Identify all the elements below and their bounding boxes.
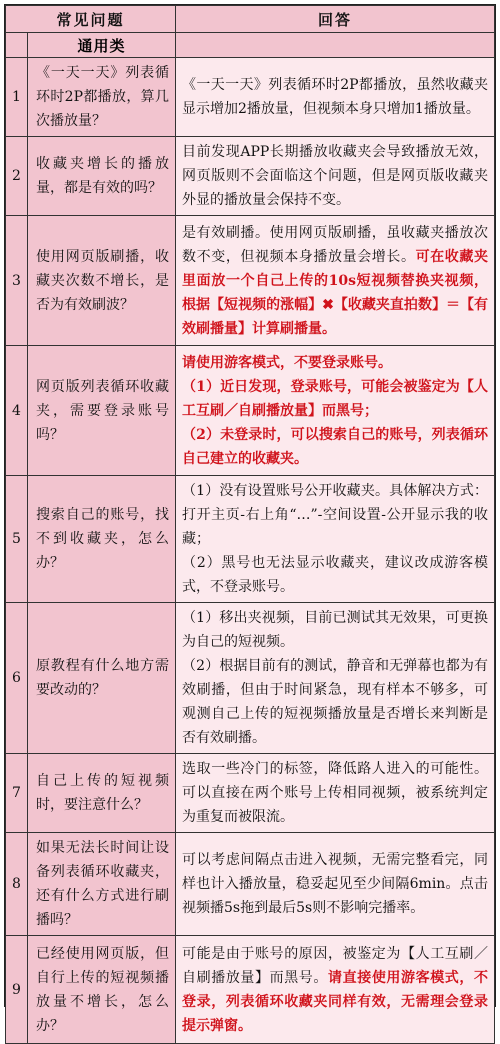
answer-cell [176, 936, 495, 1044]
row-number: 2 [6, 137, 28, 216]
answer-text: （2）黑号也无法显示收藏夹，建议改成游客模式，不登录账号。 [182, 555, 488, 595]
answer-text: （1）移出夹视频，目前已测试其无效果，可更换为自己的短视频。 [182, 610, 488, 650]
question-cell: 自己上传的短视频时，要注意什么？ [28, 754, 176, 833]
table-row [6, 137, 495, 216]
table-row [6, 346, 495, 476]
answer-cell [176, 833, 495, 936]
question-column-header: 常见问题 [6, 6, 176, 33]
row-number: 4 [6, 346, 28, 476]
row-number: 8 [6, 833, 28, 936]
answer-cell [176, 58, 495, 137]
faq-table [5, 5, 495, 1044]
answer-highlight-text: 请直接使用游客模式，不登录，列表循环收藏夹同样有效，无需理会登录提示弹窗。 [182, 969, 489, 1034]
answer-cell [176, 346, 495, 476]
answer-highlight-text: （2）未登录时，可以搜索自己的账号，列表循环自己建立的收藏夹。 [182, 426, 488, 467]
question-cell: 使用网页版刷播，收藏夹次数不增长，是否为有效刷波？ [28, 216, 176, 346]
question-cell: 如果无法长时间让设备列表循环收藏夹，还有什么方式进行刷播吗？ [28, 833, 176, 936]
row-number: 1 [6, 58, 28, 137]
row-number: 6 [6, 603, 28, 754]
answer-cell [176, 754, 495, 833]
question-cell: 搜索自己的账号，找不到收藏夹，怎么办？ [28, 476, 176, 603]
answer-cell [176, 603, 495, 754]
answer-cell [176, 476, 495, 603]
question-cell: 收藏夹增长的播放量，都是有效的吗？ [28, 137, 176, 216]
answer-highlight-text: 可在收藏夹里面放一个自己上传的10s短视频替换夹视频，根据【短视频的涨幅】✖【收藏夹直拍数】＝【有效刷播量】计算刷播量。 [182, 248, 489, 337]
row-number: 3 [6, 216, 28, 346]
table-row [6, 58, 495, 137]
answer-text: 选取一些冷门的标签，降低路人进入的可能性。可以直接在两个账号上传相同视频，被系统判定为重复而被限流。 [182, 761, 488, 825]
answer-text: 是有效刷播。使用网页版刷播，虽收藏夹播放次数不变，但视频本身播放量会增长。 [182, 224, 488, 265]
row-number: 9 [6, 936, 28, 1044]
faq-table-container [4, 4, 496, 1034]
row-number: 5 [6, 476, 28, 603]
table-row [6, 936, 495, 1044]
answer-text: 可能是由于账号的原因，被鉴定为【人工互刷／自刷播放量】而黑号。 [182, 945, 488, 986]
section-label: 通用类 [28, 33, 176, 58]
answer-cell [176, 137, 495, 216]
answer-cell [176, 216, 495, 346]
answer-text: 可以考虑间隔点击进入视频，无需完整看完，同样也计入播放量，稳妥起见至少间隔6min。点击视频播5s拖到最后5s则不影响完播率。 [182, 852, 488, 916]
answer-highlight-text: （1）近日发现，登录账号，可能会被鉴定为【人工互刷／自刷播放量】而黑号； [182, 378, 488, 419]
table-row [6, 603, 495, 754]
answer-highlight-text: 请使用游客模式，不要登录账号。 [182, 354, 393, 371]
question-cell: 原教程有什么地方需要改动的？ [28, 603, 176, 754]
table-row [6, 216, 495, 346]
table-header-row [6, 6, 495, 33]
row-number: 7 [6, 754, 28, 833]
question-cell: 已经使用网页版，但自行上传的短视频播放量不增长，怎么办？ [28, 936, 176, 1044]
answer-text: 《一天一天》列表循环时2P都播放，虽然收藏夹显示增加2播放量，但视频本身只增加1播放量。 [182, 77, 488, 117]
question-cell: 《一天一天》列表循环时2P都播放，算几次播放量？ [28, 58, 176, 137]
answer-column-header: 回答 [176, 6, 495, 33]
table-row [6, 476, 495, 603]
question-cell: 网页版列表循环收藏夹，需要登录账号吗？ [28, 346, 176, 476]
answer-text: （1）没有设置账号公开收藏夹。具体解决方式：打开主页-右上角“…”-空间设置-公开显示我的收藏； [182, 483, 488, 547]
answer-text: 目前发现APP长期播放收藏夹会导致播放无效，网页版则不会面临这个问题，但是网页版收藏夹外显的播放量会保持不变。 [182, 144, 488, 208]
table-row [6, 833, 495, 936]
answer-text: （2）根据目前有的测试，静音和无弹幕也都为有效刷播，但由于时间紧急，现有样本不够多，可观测自己上传的短视频播放量是否增长来判断是否有效刷播。 [182, 658, 488, 746]
section-row [6, 33, 495, 58]
table-row [6, 754, 495, 833]
